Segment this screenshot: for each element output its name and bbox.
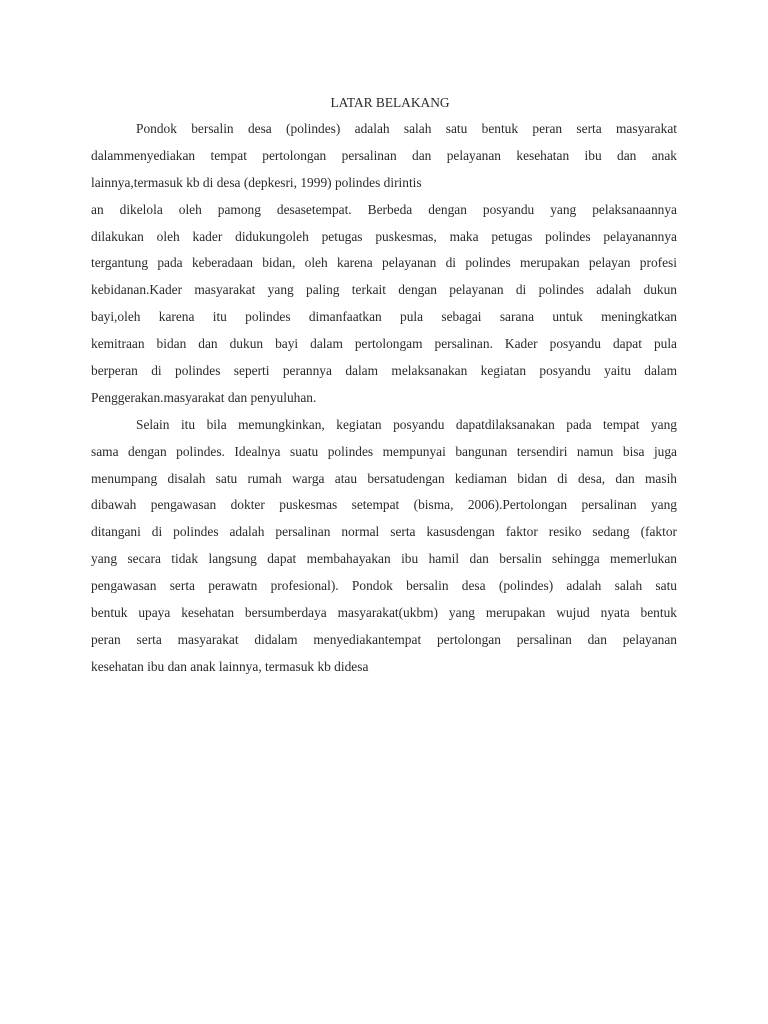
text-line: pengawasan serta perawatn profesional). Pondok bersalin desa (polindes) adalah salah satu: [91, 578, 677, 594]
text-line: berperan di polindes seperti perannya dalam melaksanakan kegiatan posyandu yaitu dalam: [91, 363, 677, 379]
text-line: kesehatan ibu dan anak lainnya, termasuk kb didesa: [91, 658, 369, 674]
document-text: [91, 116, 677, 681]
text-line: tergantung pada keberadaan bidan, oleh karena pelayanan di polindes merupakan pelayan profesi: [91, 255, 677, 271]
document-title: LATAR BELAKANG: [330, 95, 450, 110]
document-body: [91, 90, 677, 681]
text-line: menumpang disalah satu rumah warga atau bersatudengan kediaman bidan di desa, dan masih: [91, 470, 677, 486]
text-line: dibawah pengawasan dokter puskesmas setempat (bisma, 2006).Pertolongan persalinan yang: [91, 497, 677, 513]
text-line: yang secara tidak langsung dapat membahayakan ibu hamil dan bersalin sehingga memerlukan: [91, 551, 677, 567]
text-line: Selain itu bila memungkinkan, kegiatan posyandu dapatdilaksanakan pada tempat yang: [136, 416, 677, 432]
text-line: kebidanan.Kader masyarakat yang paling terkait dengan pelayanan di polindes adalah dukun: [91, 282, 677, 298]
text-line: Penggerakan.masyarakat dan penyuluhan.: [91, 389, 317, 405]
text-line: dilakukan oleh kader didukungoleh petugas puskesmas, maka petugas polindes pelayanannya: [91, 228, 677, 244]
text-line: bentuk upaya kesehatan bersumberdaya masyarakat(ukbm) yang merupakan wujud nyata bentuk: [91, 605, 677, 621]
text-line: kemitraan bidan dan dukun bayi dalam pertolongam persalinan. Kader posyandu dapat pula: [91, 336, 677, 352]
text-line: bayi,oleh karena itu polindes dimanfaatkan pula sebagai sarana untuk meningkatkan: [91, 309, 677, 325]
text-line: peran serta masyarakat didalam menyediakantempat pertolongan persalinan dan pelayanan: [91, 631, 677, 647]
text-line: an dikelola oleh pamong desasetempat. Berbeda dengan posyandu yang pelaksanaannya: [91, 201, 677, 217]
text-line: lainnya,termasuk kb di desa (depkesri, 1999) polindes dirintis: [91, 174, 422, 190]
text-line: ditangani di polindes adalah persalinan normal serta kasusdengan faktor resiko sedang (faktor: [91, 524, 677, 540]
text-line: Pondok bersalin desa (polindes) adalah salah satu bentuk peran serta masyarakat: [136, 121, 677, 136]
text-line: dalammenyediakan tempat pertolongan persalinan dan pelayanan kesehatan ibu dan anak: [91, 147, 677, 163]
text-line: sama dengan polindes. Idealnya suatu polindes mempunyai bangunan tersendiri namun bisa juga: [91, 443, 677, 459]
